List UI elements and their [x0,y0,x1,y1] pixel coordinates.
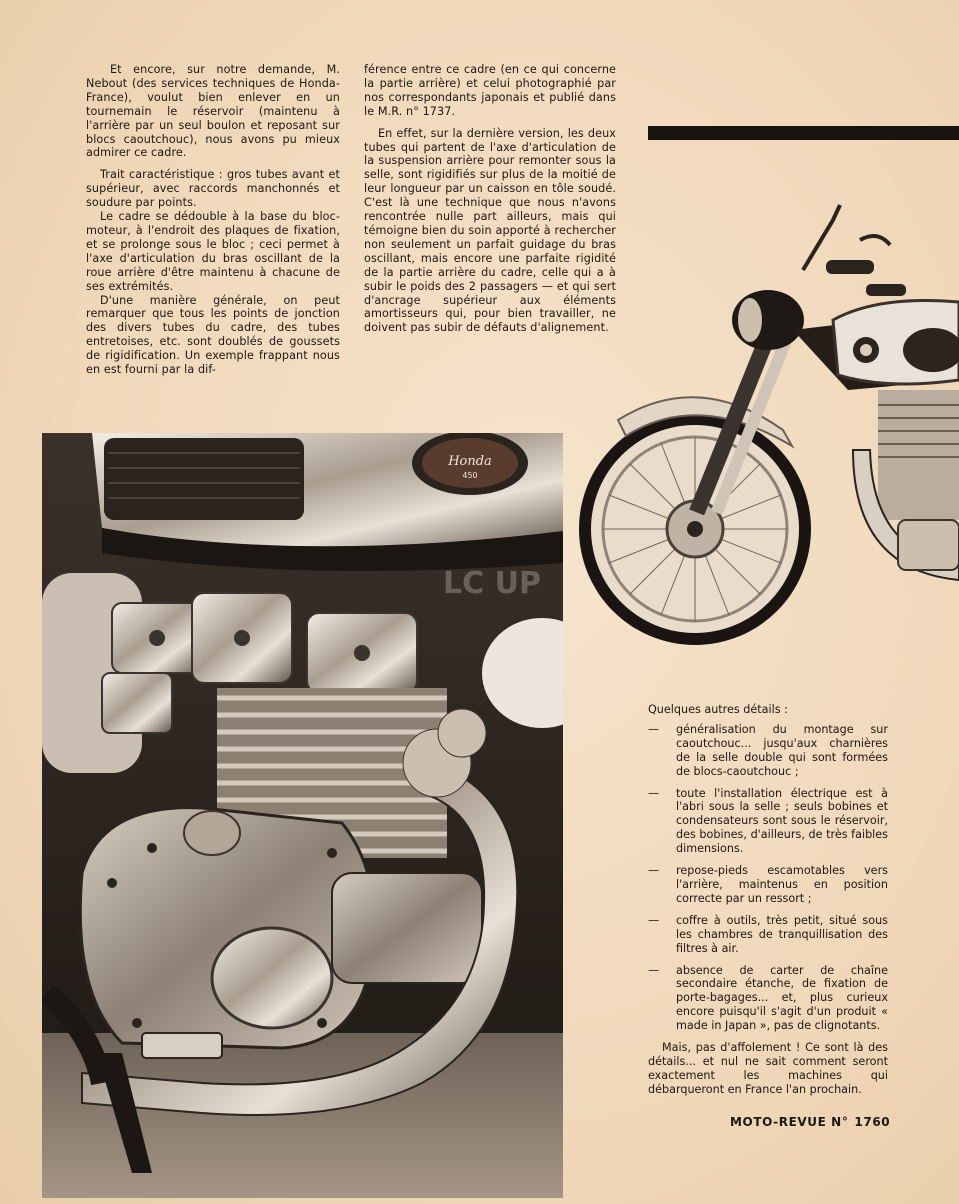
paragraph: D'une manière générale, on peut remarquer que tous les points de jonction des divers tubes du cadre, des tubes entretoises, etc. sont doublés de goussets de rigidification. Un exemple frappant nous en est fourni par la dif- [86,293,340,377]
honda-badge-subtext: 450 [462,471,478,480]
article-column-1 [86,63,340,377]
black-rule-bar [648,126,959,140]
motorcycle-illustration [578,190,959,645]
paragraph: férence entre ce cadre (en ce qui concerne la partie arrière) et celui photographié par nos correspondants japonais et publié dans le M.R. n° 1737. [364,63,616,118]
list-item [648,864,888,906]
dash-bullet: — [648,722,660,736]
honda-badge-text: Honda [448,454,492,469]
list-item [648,914,888,956]
details-list [648,723,888,1033]
list-item-text: repose-pieds escamotables vers l'arrière, maintenus en position correcte par un ressort ; [676,864,888,905]
list-item-text: généralisation du montage sur caoutchouc... jusqu'aux charnières de la selle double qui sont formées de blocs-caoutchouc ; [676,722,888,778]
paragraph: Le cadre se dédouble à la base du bloc-moteur, à l'endroit des plaques de fixation, et se prolonge sous le bloc ; ceci permet à l'axe d'articulation du bras oscillant de la roue arrière d'être maintenu à chacune de ses extrémités. [86,210,340,293]
dash-bullet: — [648,963,660,977]
list-item-text: toute l'installation électrique est à l'abri sous la selle ; seuls bobines et condensateurs sont sous le réservoir, des bobines, d'ailleurs, de très faibles dimensions. [676,786,888,856]
page-footer [730,1115,890,1129]
list-item-text: absence de carter de chaîne secondaire étanche, de fixation de porte-bagages... et, plus curieux encore puisqu'il s'agit d'un produit « made in Japan », pas de clignotants. [676,963,888,1033]
engine-photo [42,433,563,1198]
watermark-logo: LC UP [443,566,541,601]
dash-bullet: — [648,913,660,927]
details-section [648,703,888,1108]
dash-bullet: — [648,786,660,800]
motorcycle-photo [578,190,959,645]
list-item [648,723,888,779]
engine-illustration [42,433,563,1198]
closing-paragraph: Mais, pas d'affolement ! Ce sont là des détails... et nul ne sait comment seront exactement les machines qui débarqueront en France l'an prochain. [648,1041,888,1096]
list-item [648,787,888,857]
list-item [648,964,888,1034]
details-heading: Quelques autres détails : [648,703,788,716]
paragraph: En effet, sur la dernière version, les deux tubes qui partent de l'axe d'articulation de la suspension arrière pour remonter sous la selle, sont rigidifiés sur plus de la moitié de leur longueur par un caisson en tôle soudé. C'est là une technique que nous n'avons rencontrée nulle part ailleurs, mais qui témoigne bien du soin apporté à rechercher non seulement un parfait guidage du bras oscillant, mais encore une parfaite rigidité de la partie arrière du cadre, celle qui a à subir le poids des 2 passagers — et qui sert d'ancrage supérieur aux éléments amortisseurs qui, pour bien travailler, ne doivent pas subir de défauts d'alignement. [364,126,616,335]
paragraph: Trait caractéristique : gros tubes avant et supérieur, avec raccords manchonnés et soudure par points. [86,168,340,210]
list-item-text: coffre à outils, très petit, situé sous les chambres de tranquillisation des filtres à air. [676,913,888,955]
paragraph: Et encore, sur notre demande, M. Nebout (des services techniques de Honda-France), voulut bien enlever en un tournemain le réservoir (maintenu à l'arrière par un seul boulon et reposant sur blocs caoutchouc), nous avons pu mieux admirer ce cadre. [86,63,340,160]
dash-bullet: — [648,864,660,878]
magazine-name: MOTO-REVUE N° [730,1115,849,1129]
issue-number: 1760 [854,1115,891,1129]
